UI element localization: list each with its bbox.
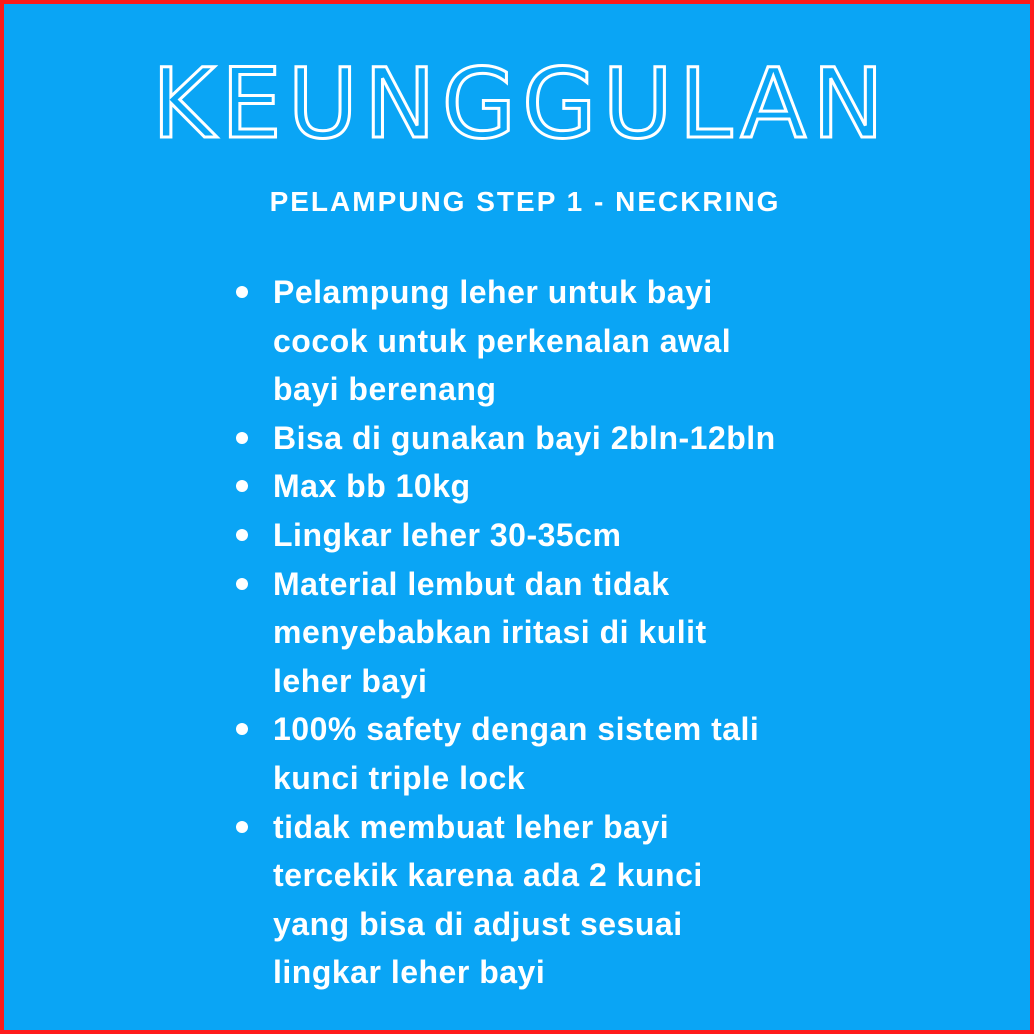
feature-item [236, 803, 826, 997]
feature-item [236, 268, 826, 414]
bullet-icon [236, 821, 248, 833]
feature-text-line: Lingkar leher 30-35cm [273, 516, 622, 553]
bullet-icon [236, 286, 248, 298]
feature-text-line: Material lembut dan tidak [273, 565, 670, 602]
feature-item [236, 511, 826, 560]
feature-item [236, 560, 826, 706]
bullet-icon [236, 723, 248, 735]
feature-text-line: cocok untuk perkenalan awal [273, 322, 732, 359]
feature-text-line: leher bayi [273, 662, 428, 699]
poster-subtitle: PELAMPUNG STEP 1 - NECKRING [269, 186, 781, 217]
bullet-icon [236, 480, 248, 492]
feature-list [236, 268, 826, 997]
bullet-icon [236, 529, 248, 541]
bullet-icon [236, 432, 248, 444]
feature-text-line: menyebabkan iritasi di kulit [273, 614, 707, 651]
bullet-icon [236, 578, 248, 590]
feature-text-line: Max bb 10kg [273, 468, 471, 505]
feature-text-line: Bisa di gunakan bayi 2bln-12bln [273, 419, 776, 456]
feature-text-line: 100% safety dengan sistem tali [273, 711, 760, 748]
poster-title: KEUNGGULAN [152, 48, 890, 160]
feature-text-line: lingkar leher bayi [273, 954, 546, 991]
feature-text-line: tidak membuat leher bayi [273, 808, 670, 845]
feature-text-line: kunci triple lock [273, 759, 526, 796]
feature-item [236, 414, 826, 463]
feature-text-line: bayi berenang [273, 371, 497, 408]
feature-item [236, 462, 826, 511]
feature-text-line: tercekik karena ada 2 kunci [273, 857, 703, 894]
feature-item [236, 705, 826, 802]
feature-text-line: Pelampung leher untuk bayi [273, 274, 713, 310]
feature-text-line: yang bisa di adjust sesuai [273, 905, 683, 942]
